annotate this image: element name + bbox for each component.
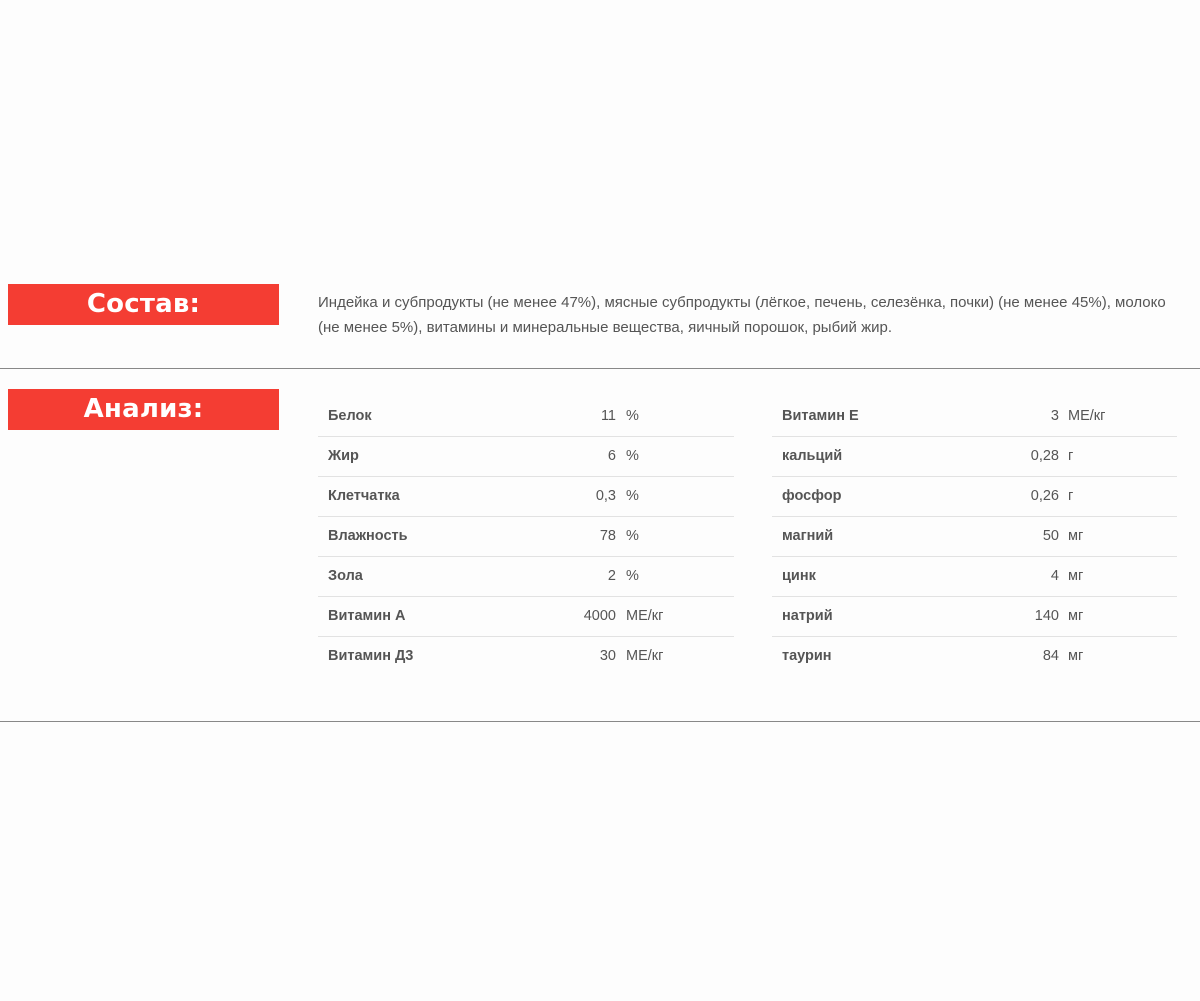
nutrient-row <box>318 597 734 637</box>
nutrient-unit: % <box>626 448 639 464</box>
analysis-heading: Анализ: <box>8 389 279 430</box>
nutrient-unit: мг <box>1068 528 1084 544</box>
nutrient-unit: мг <box>1068 608 1084 624</box>
nutrient-row <box>318 637 734 677</box>
nutrient-value: 0,26 <box>1030 488 1059 504</box>
nutrient-table-right <box>772 397 1177 677</box>
nutrient-unit: МЕ/кг <box>626 608 664 624</box>
nutrient-name: кальций <box>782 448 843 464</box>
nutrient-row <box>772 597 1177 637</box>
composition-text: Индейка и субпродукты (не менее 47%), мясные субпродукты (лёгкое, печень, селезёнка, почки) (не менее 45%), молоко (не менее 5%), витамины и минеральные вещества, яичный порошок, рыбий жир. <box>318 294 1166 336</box>
nutrient-name: цинк <box>782 568 816 584</box>
nutrient-row <box>772 517 1177 557</box>
nutrient-row <box>318 437 734 477</box>
nutrient-value: 30 <box>599 648 616 664</box>
nutrient-value: 140 <box>1034 608 1059 624</box>
nutrient-row <box>772 437 1177 477</box>
nutrient-unit: г <box>1068 488 1074 504</box>
section-divider <box>0 721 1200 722</box>
nutrient-row <box>772 397 1177 437</box>
nutrient-unit: % <box>626 568 639 584</box>
nutrient-row <box>318 557 734 597</box>
section-divider <box>0 368 1200 369</box>
nutrient-unit: г <box>1068 448 1074 464</box>
nutrient-name: Жир <box>328 448 359 464</box>
nutrient-name: Белок <box>328 408 372 424</box>
nutrient-unit: % <box>626 488 639 504</box>
nutrient-value: 78 <box>599 528 616 544</box>
nutrient-value: 6 <box>607 448 616 464</box>
nutrient-name: Клетчатка <box>328 488 400 504</box>
nutrient-name: Витамин А <box>328 608 406 624</box>
nutrient-name: таурин <box>782 648 832 664</box>
nutrient-value: 0,28 <box>1030 448 1059 464</box>
nutrient-row <box>772 477 1177 517</box>
nutrient-unit: мг <box>1068 568 1084 584</box>
nutrient-row <box>772 557 1177 597</box>
nutrient-value: 4 <box>1050 568 1059 584</box>
nutrient-value: 50 <box>1042 528 1059 544</box>
nutrient-unit: % <box>626 528 639 544</box>
nutrient-row <box>318 477 734 517</box>
nutrient-table-left <box>318 397 734 677</box>
nutrient-name: Зола <box>328 568 363 584</box>
nutrient-row <box>772 637 1177 677</box>
nutrient-value: 11 <box>600 408 616 424</box>
nutrient-name: магний <box>782 528 834 544</box>
nutrient-name: Витамин Д3 <box>328 648 414 664</box>
nutrient-unit: МЕ/кг <box>1068 408 1106 424</box>
composition-heading: Состав: <box>8 284 279 325</box>
nutrient-unit: МЕ/кг <box>626 648 664 664</box>
nutrient-name: натрий <box>782 608 833 624</box>
nutrient-unit: % <box>626 408 639 424</box>
nutrient-name: Витамин Е <box>782 408 859 424</box>
nutrient-name: фосфор <box>782 488 842 504</box>
nutrient-value: 84 <box>1042 648 1059 664</box>
nutrient-value: 0,3 <box>595 488 616 504</box>
nutrient-value: 3 <box>1050 408 1059 424</box>
nutrient-value: 4000 <box>583 608 616 624</box>
nutrient-value: 2 <box>607 568 616 584</box>
nutrient-name: Влажность <box>328 528 408 544</box>
nutrient-unit: мг <box>1068 648 1084 664</box>
nutrient-row <box>318 517 734 557</box>
nutrient-row <box>318 397 734 437</box>
